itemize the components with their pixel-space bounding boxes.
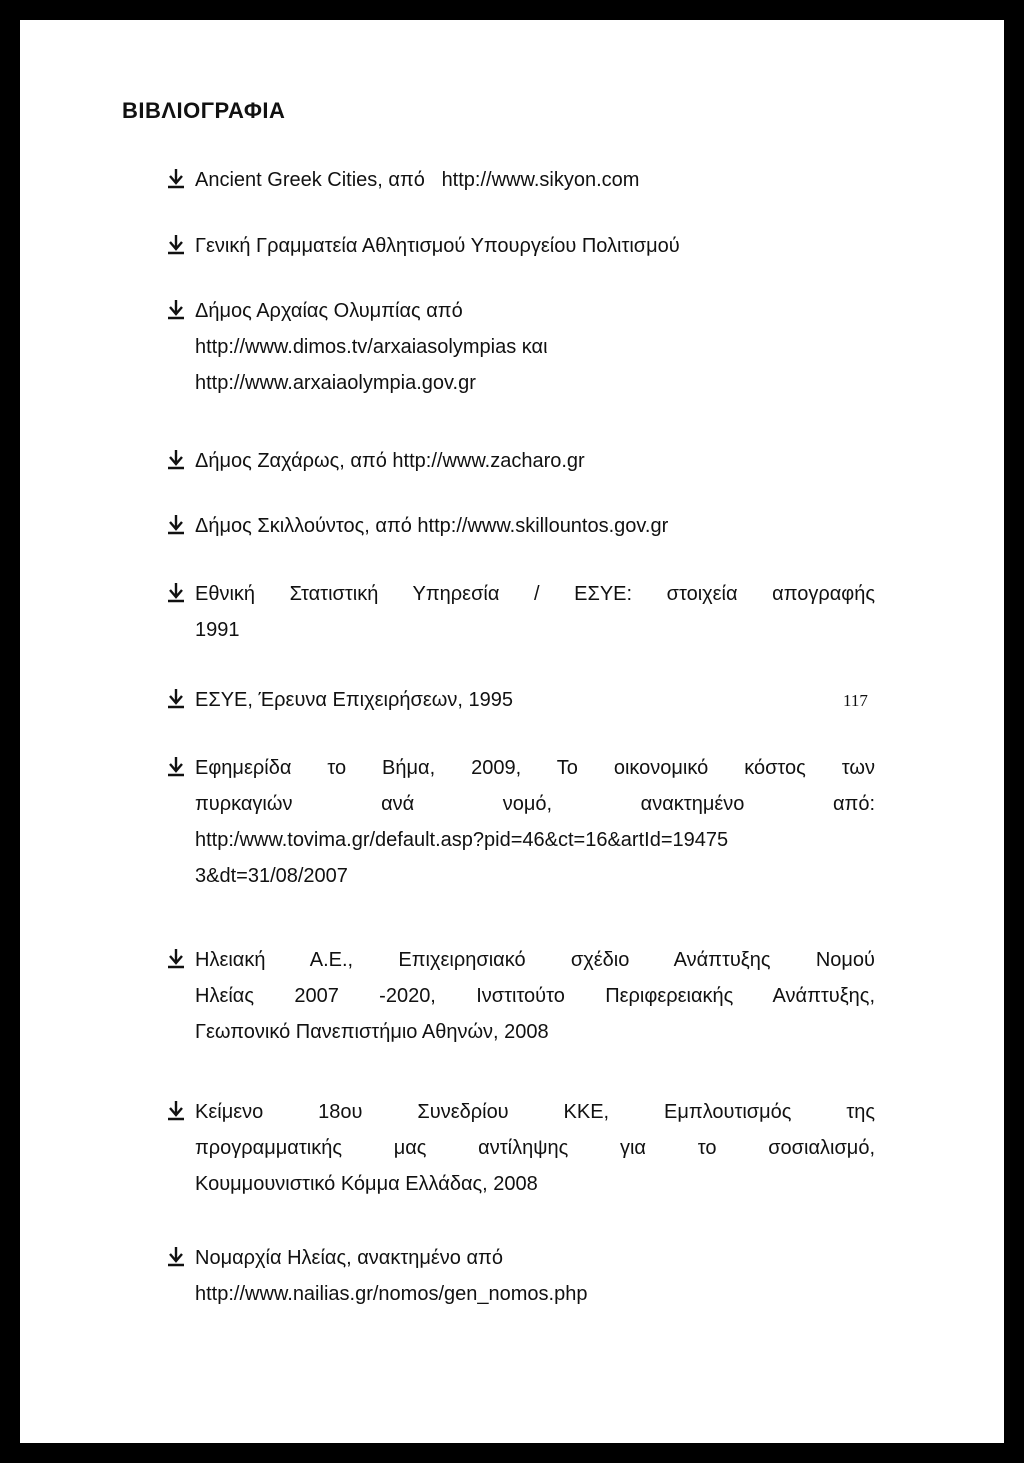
bibliography-entry	[167, 1094, 875, 1202]
arrow-down-bullet-icon	[167, 1099, 185, 1121]
entry-line: πυρκαγιών ανά νομό, ανακτημένο από:	[195, 793, 875, 815]
arrow-down-bullet-icon	[167, 448, 185, 470]
document-page	[20, 20, 1004, 1443]
bibliography-entry	[167, 942, 875, 1050]
entry-line: ΕΣΥΕ, Έρευνα Επιχειρήσεων, 1995	[195, 689, 513, 711]
entry-line: http://www.dimos.tv/arxaiasolympias και	[195, 336, 548, 358]
bibliography-entry	[167, 682, 875, 718]
arrow-down-bullet-icon	[167, 167, 185, 189]
arrow-down-bullet-icon	[167, 687, 185, 709]
entry-line: http://www.arxaiaolympia.gov.gr	[195, 372, 476, 394]
arrow-down-bullet-icon	[167, 233, 185, 255]
entry-line: Εφημερίδα το Βήμα, 2009, Το οικονομικό κόστος των	[195, 757, 875, 779]
entry-line: http://www.nailias.gr/nomos/gen_nomos.php	[195, 1283, 588, 1305]
arrow-down-bullet-icon	[167, 1245, 185, 1267]
bibliography-entry	[167, 750, 875, 894]
entry-line: Δήμος Ζαχάρως, από http://www.zacharo.gr	[195, 450, 585, 472]
entry-line: Δήμος Σκιλλούντος, από http://www.skillountos.gov.gr	[195, 515, 669, 537]
entry-line: Δήμος Αρχαίας Ολυμπίας από	[195, 300, 463, 322]
entry-line: Κείμενο 18ου Συνεδρίου ΚΚΕ, Εμπλουτισμός της	[195, 1101, 875, 1123]
entry-line: Γεωπονικό Πανεπιστήμιο Αθηνών, 2008	[195, 1021, 549, 1043]
entry-line: Γενική Γραμματεία Αθλητισμού Υπουργείου Πολιτισμού	[195, 235, 680, 257]
entry-line: προγραμματικής μας αντίληψης για το σοσιαλισμό,	[195, 1137, 875, 1159]
entry-line: Ancient Greek Cities, από http://www.sikyon.com	[195, 169, 640, 191]
bibliography-entry	[167, 1240, 875, 1312]
arrow-down-bullet-icon	[167, 513, 185, 535]
entry-line: 1991	[195, 619, 240, 641]
bibliography-entry	[167, 576, 875, 648]
entry-line: Κουμμουνιστικό Κόμμα Ελλάδας, 2008	[195, 1173, 538, 1195]
bibliography-entry	[167, 162, 875, 198]
entry-line: Ηλειακή Α.Ε., Επιχειρησιακό σχέδιο Ανάπτυξης Νομού	[195, 949, 875, 971]
page-number: 117	[843, 691, 868, 710]
arrow-down-bullet-icon	[167, 755, 185, 777]
bibliography-entry	[167, 228, 875, 264]
arrow-down-bullet-icon	[167, 581, 185, 603]
arrow-down-bullet-icon	[167, 947, 185, 969]
entry-line: Νομαρχία Ηλείας, ανακτημένο από	[195, 1247, 503, 1269]
entry-line: Εθνική Στατιστική Υπηρεσία / ΕΣΥΕ: στοιχεία απογραφής	[195, 583, 875, 605]
arrow-down-bullet-icon	[167, 298, 185, 320]
entry-line: Ηλείας 2007 -2020, Ινστιτούτο Περιφερειακής Ανάπτυξης,	[195, 985, 875, 1007]
bibliography-entry	[167, 443, 875, 479]
entry-line: 3&dt=31/08/2007	[195, 865, 348, 887]
bibliography-entry	[167, 508, 875, 544]
bibliography-entry	[167, 293, 875, 401]
bibliography-heading: ΒΙΒΛΙΟΓΡΑΦΙΑ	[122, 98, 286, 123]
entry-line: http:/www.tovima.gr/default.asp?pid=46&ct=16&artId=19475	[195, 829, 729, 851]
